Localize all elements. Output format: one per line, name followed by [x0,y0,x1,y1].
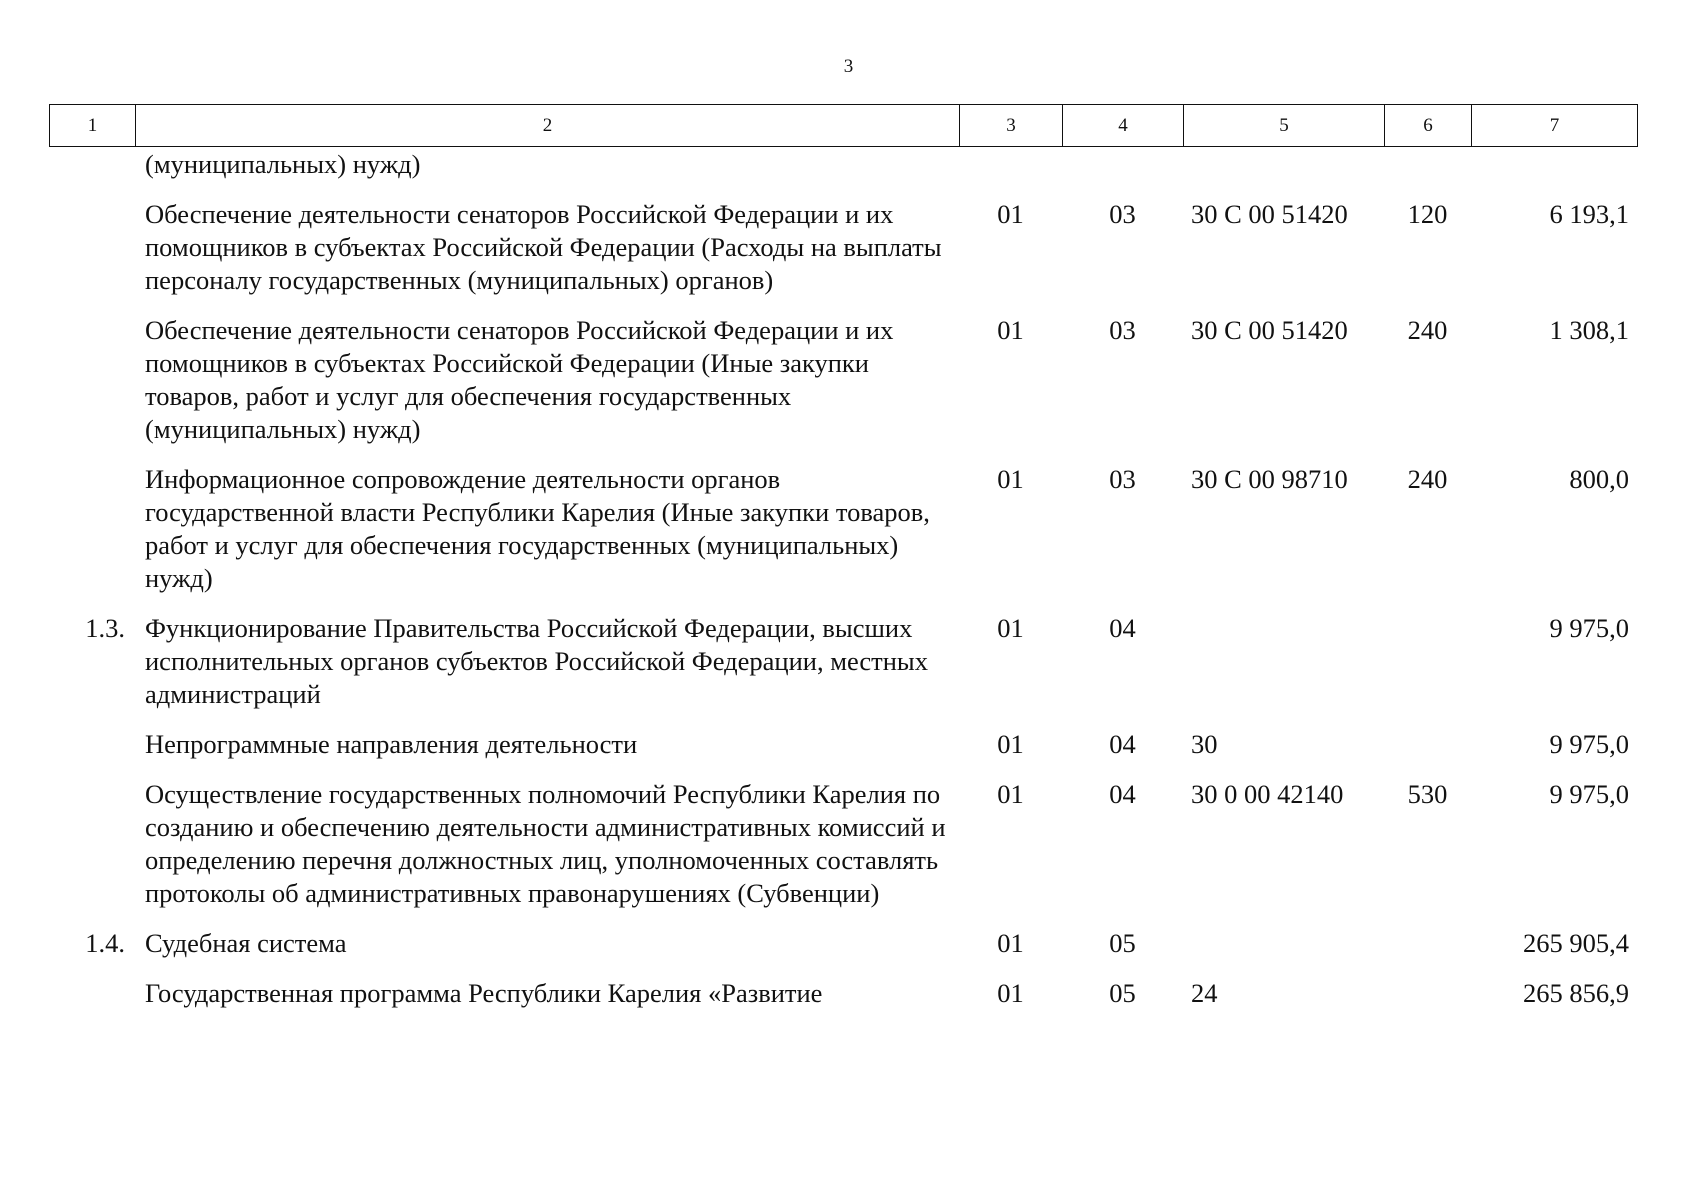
table-row [49,612,1637,711]
target-article-code: 30 [1191,729,1218,759]
column-header-cell: 7 [1472,105,1638,147]
amount: 9 975,0 [1549,729,1629,759]
page-number: 3 [843,56,854,77]
table-row [49,977,1637,1010]
column-header-table [49,104,1638,147]
column-header-cell: 4 [1063,105,1184,147]
section-code: 01 [997,978,1024,1008]
target-article-code: 30 0 00 42140 [1191,779,1344,809]
row-name: Обеспечение деятельности сенаторов Российской Федерации и их помощников в субъектах Российской Федерации (Иные закупки товаров, работ и услуг для обеспечения государственных (муниципальных) нужд) [145,315,894,444]
row-name: Непрограммные направления деятельности [145,729,638,759]
row-name: Обеспечение деятельности сенаторов Российской Федерации и их помощников в субъектах Российской Федерации (Расходы на выплаты персоналу государственных (муниципальных) органов) [145,199,942,295]
section-code: 01 [997,199,1024,229]
subsection-code: 03 [1109,315,1136,345]
row-name: Информационное сопровождение деятельности органов государственной власти Республики Карелия (Иные закупки товаров, работ и услуг для обеспечения государственных (муниципальных) нужд) [145,464,930,593]
table-row [49,314,1637,446]
subsection-code: 03 [1109,464,1136,494]
table-row [49,728,1637,761]
column-header-cell: 3 [960,105,1063,147]
table-row [49,463,1637,595]
amount: 9 975,0 [1549,613,1629,643]
section-code: 01 [997,729,1024,759]
column-header-cell: 1 [50,105,136,147]
section-code: 01 [997,613,1024,643]
table-body [49,148,1637,1027]
table-row [49,778,1637,910]
table-row [49,198,1637,297]
amount: 9 975,0 [1549,779,1629,809]
row-name: Функционирование Правительства Российской Федерации, высших исполнительных органов субъектов Российской Федерации, местных администраций [145,613,928,709]
row-name: (муниципальных) нужд) [145,149,421,179]
row-number: 1.4. [85,928,125,958]
subsection-code: 04 [1109,613,1136,643]
table-row [49,927,1637,960]
row-name: Осуществление государственных полномочий Республики Карелия по созданию и обеспечению деятельности административных комиссий и определению перечня должностных лиц, уполномоченных составлять протоколы об административных правонарушениях (Субвенции) [145,779,946,908]
expense-type-code: 240 [1407,464,1448,494]
amount: 1 308,1 [1549,315,1629,345]
amount: 6 193,1 [1549,199,1629,229]
expense-type-code: 120 [1407,199,1448,229]
column-header-cell: 6 [1385,105,1472,147]
subsection-code: 05 [1109,978,1136,1008]
amount: 265 905,4 [1523,928,1629,958]
section-code: 01 [997,779,1024,809]
column-header-cell: 5 [1184,105,1385,147]
expense-type-code: 530 [1407,779,1448,809]
row-name: Судебная система [145,928,347,958]
section-code: 01 [997,315,1024,345]
section-code: 01 [997,464,1024,494]
subsection-code: 04 [1109,729,1136,759]
target-article-code: 30 С 00 98710 [1191,464,1348,494]
row-number: 1.3. [85,613,125,643]
target-article-code: 24 [1191,978,1218,1008]
table-row [49,148,1637,181]
subsection-code: 05 [1109,928,1136,958]
subsection-code: 03 [1109,199,1136,229]
target-article-code: 30 С 00 51420 [1191,315,1348,345]
row-name: Государственная программа Республики Карелия «Развитие [145,978,823,1008]
amount: 265 856,9 [1523,978,1629,1008]
column-header-row [50,105,1638,147]
section-code: 01 [997,928,1024,958]
expense-type-code: 240 [1407,315,1448,345]
subsection-code: 04 [1109,779,1136,809]
amount: 800,0 [1569,464,1629,494]
target-article-code: 30 С 00 51420 [1191,199,1348,229]
column-header-cell: 2 [136,105,960,147]
